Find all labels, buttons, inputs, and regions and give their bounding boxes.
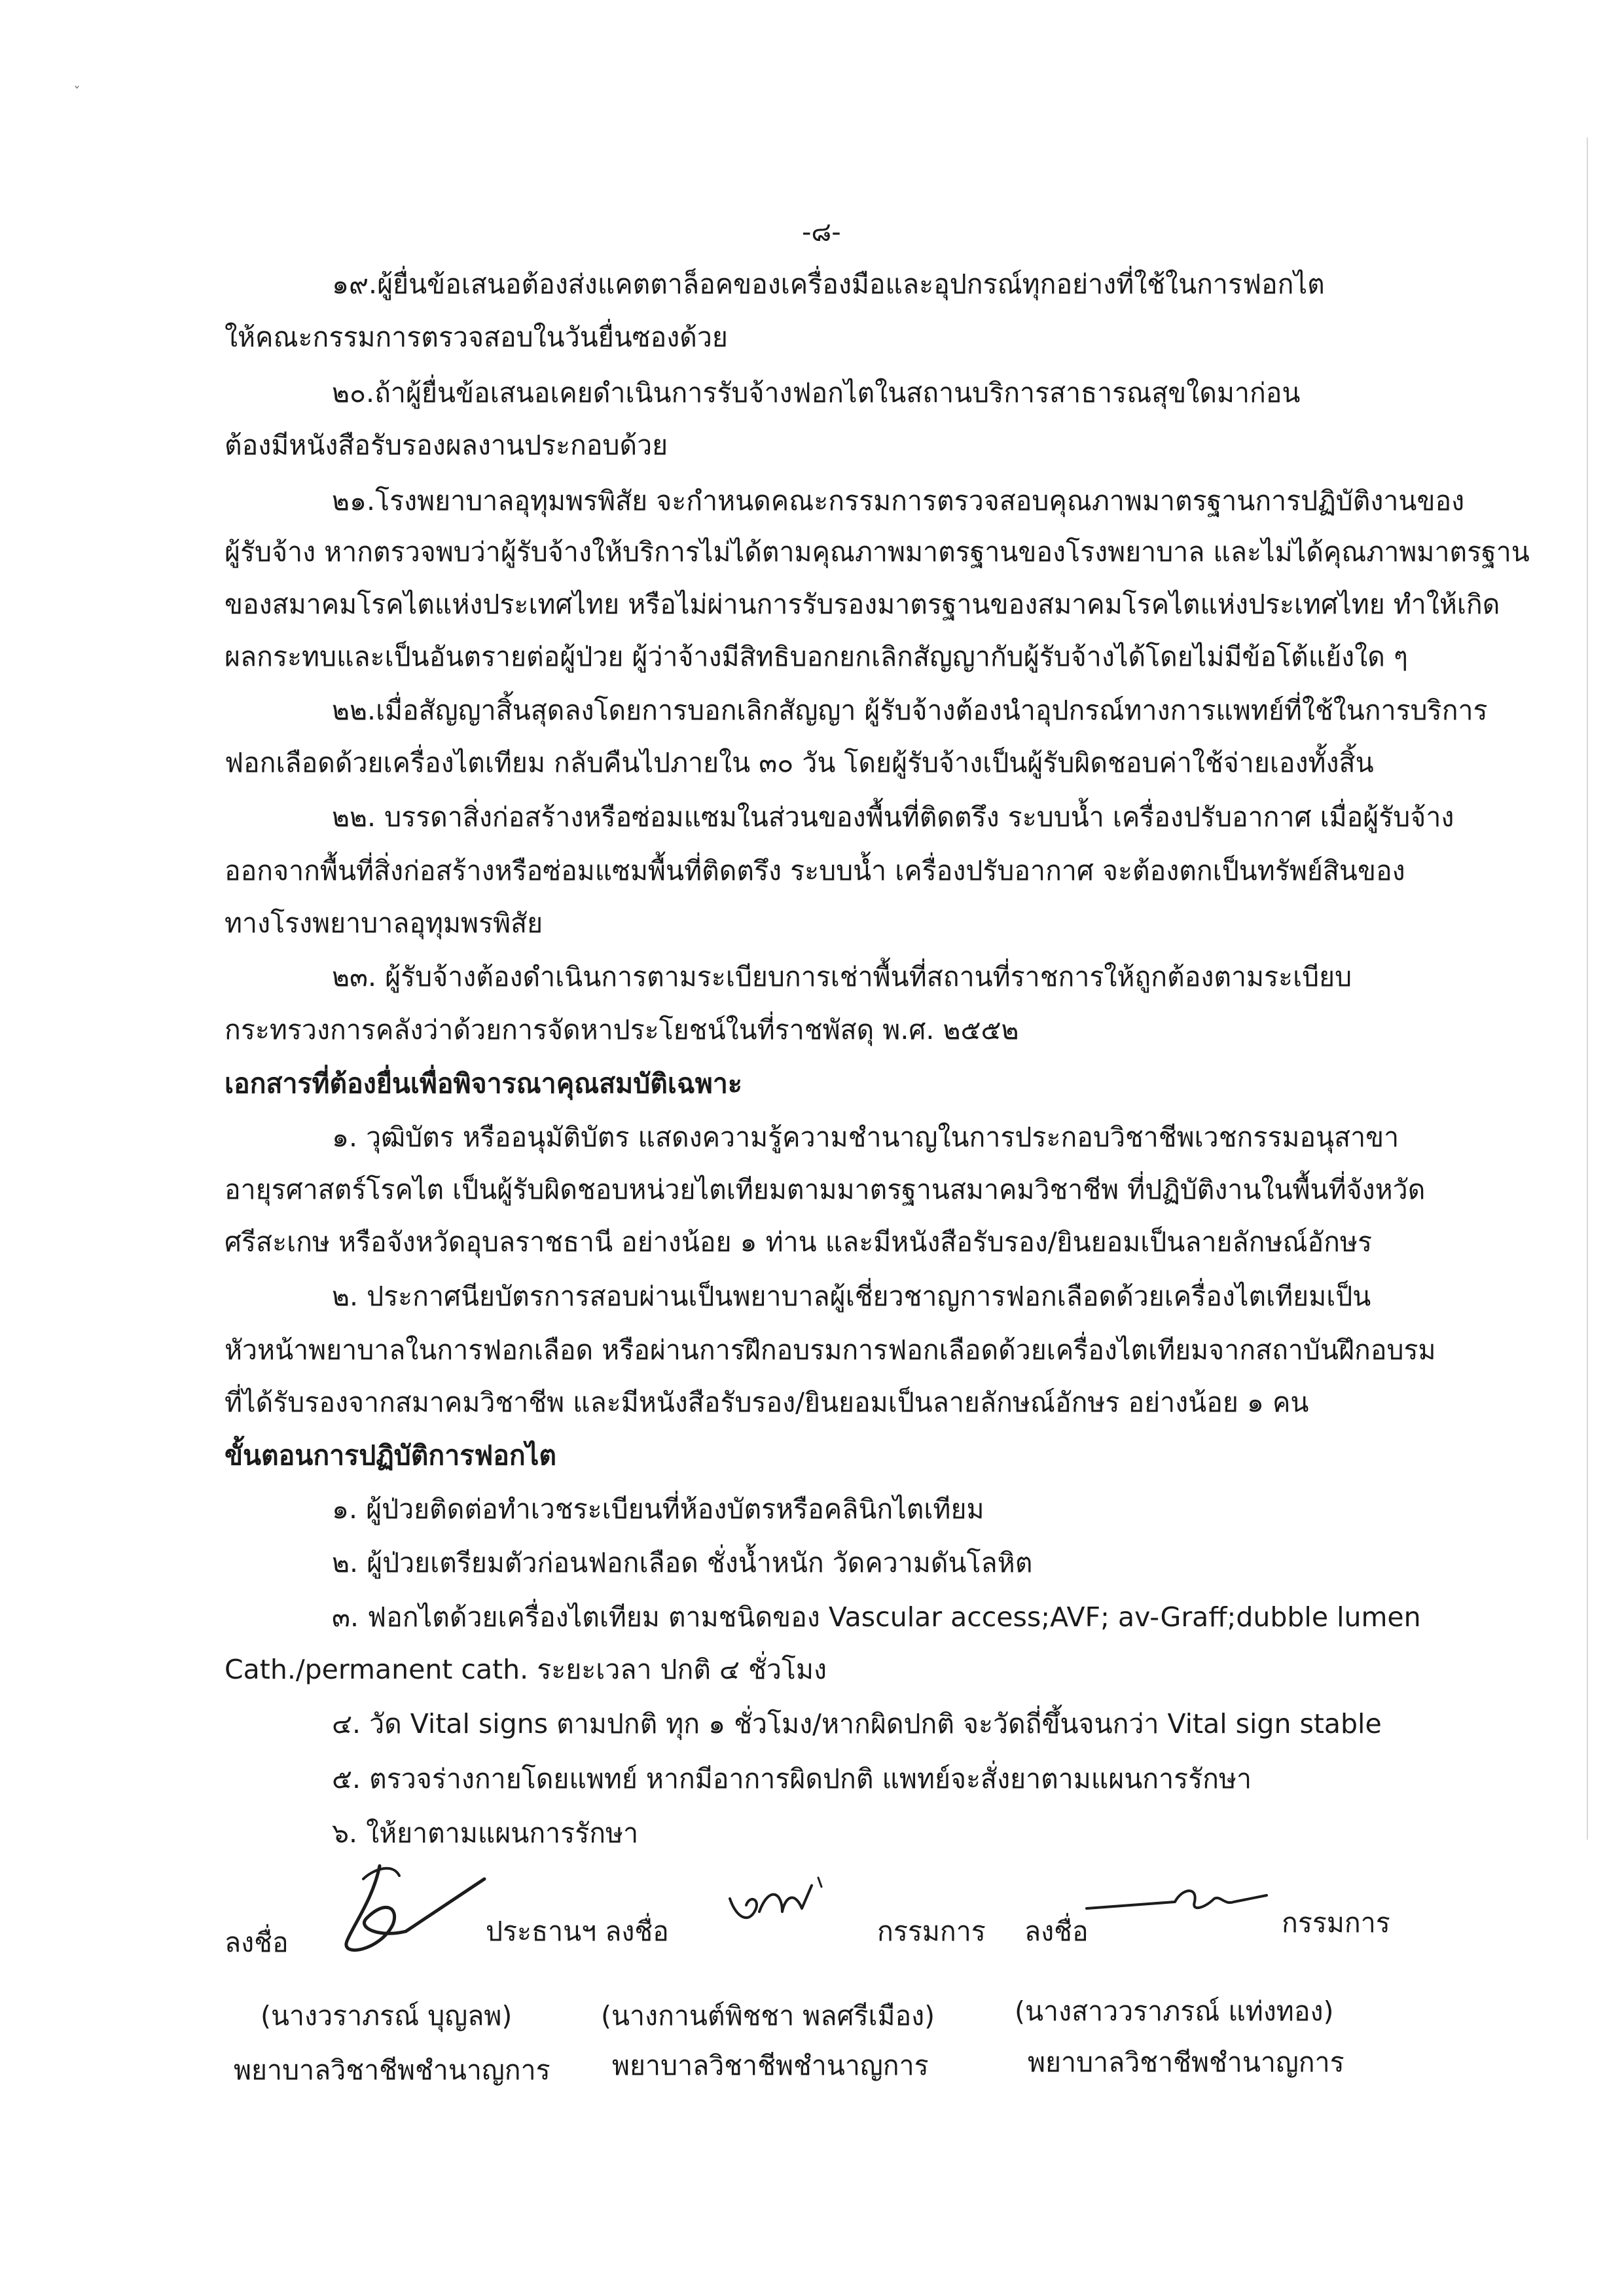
document-line: ๑. วุฒิบัตร หรืออนุมัติบัตร แสดงความรู้ความชำนาญในการประกอบวิชาชีพเวชกรรมอนุสาขา (332, 1121, 1399, 1153)
document-line: ๒๒. บรรดาสิ่งก่อสร้างหรือซ่อมแซมในส่วนของพื้นที่ติดตรึง ระบบน้ำ เครื่องปรับอากาศ เมื่อผู้รับจ้าง (332, 801, 1454, 833)
document-line: ๒. ผู้ป่วยเตรียมตัวก่อนฟอกเลือด ชั่งน้ำหนัก วัดความดันโลหิต (332, 1547, 1033, 1578)
document-line: ทางโรงพยาบาลอุทุมพรพิสัย (225, 907, 543, 939)
sign-label: กรรมการ (877, 1916, 986, 1947)
document-line: ๕. ตรวจร่างกายโดยแพทย์ หากมีอาการผิดปกติ แพทย์จะสั่งยาตามแผนการรักษา (332, 1763, 1252, 1795)
signer-name: (นางวราภรณ์ บุญลพ) (261, 2000, 513, 2032)
document-line: ๒๓. ผู้รับจ้างต้องดำเนินการตามระเบียบการเช่าพื้นที่สถานที่ราชการให้ถูกต้องตามระเบียบ (332, 961, 1352, 993)
document-line: ฟอกเลือดด้วยเครื่องไตเทียม กลับคืนไปภายใน ๓๐ วัน โดยผู้รับจ้างเป็นผู้รับผิดชอบค่าใช้จ่ายเองทั้งสิ้น (225, 747, 1374, 778)
section-heading: เอกสารที่ต้องยื่นเพื่อพิจารณาคุณสมบัติเฉพาะ (225, 1068, 742, 1099)
sign-label: ลงชื่อ (225, 1927, 289, 1958)
document-line: ออกจากพื้นที่สิ่งก่อสร้างหรือซ่อมแซมพื้นที่ติดตรึง ระบบน้ำ เครื่องปรับอากาศ จะต้องตกเป็นทรัพย์สินของ (225, 855, 1405, 886)
document-line: ๒. ประกาศนียบัตรการสอบผ่านเป็นพยาบาลผู้เชี่ยวชาญการฟอกเลือดด้วยเครื่องไตเทียมเป็น (332, 1281, 1371, 1312)
document-line: ๖. ให้ยาตามแผนการรักษา (332, 1817, 639, 1849)
signer-name: (นางสาววราภรณ์ แท่งทอง) (1015, 1995, 1334, 2027)
document-line: ของสมาคมโรคไตแห่งประเทศไทย หรือไม่ผ่านการรับรองมาตรฐานของสมาคมโรคไตแห่งประเทศไทย ทำให้เกิด (225, 589, 1500, 620)
signer-position: พยาบาลวิชาชีพชำนาญการ (612, 2050, 929, 2081)
sign-label: ลงชื่อ (1024, 1916, 1089, 1947)
signer-position: พยาบาลวิชาชีพชำนาญการ (1028, 2047, 1344, 2078)
document-line: ศรีสะเกษ หรือจังหวัดอุบลราชธานี อย่างน้อย ๑ ท่าน และมีหนังสือรับรอง/ยินยอมเป็นลายลักษณ์อักษร (225, 1226, 1373, 1258)
page-number: -๘- (802, 217, 841, 247)
document-line: Cath./permanent cath. ระยะเวลา ปกติ ๔ ชั่วโมง (225, 1654, 827, 1685)
sign-label: ประธานฯ ลงชื่อ (486, 1916, 669, 1947)
scan-edge-line (1587, 137, 1588, 1840)
document-line: ๔. วัด Vital signs ตามปกติ ทุก ๑ ชั่วโมง/หากผิดปกติ จะวัดถี่ขึ้นจนกว่า Vital sign stable (332, 1708, 1382, 1740)
document-line: หัวหน้าพยาบาลในการฟอกเลือด หรือผ่านการฝึกอบรมการฟอกเลือดด้วยเครื่องไตเทียมจากสถาบันฝึกอบรม (225, 1334, 1436, 1366)
signature-1-drawing (301, 1853, 497, 1964)
document-line: ต้องมีหนังสือรับรองผลงานประกอบด้วย (225, 429, 668, 461)
document-line: ที่ได้รับรองจากสมาคมวิชาชีพ และมีหนังสือรับรอง/ยินยอมเป็นลายลักษณ์อักษร อย่างน้อย ๑ คน (225, 1387, 1309, 1418)
signature-2-drawing (720, 1872, 851, 1938)
signature-3-drawing (1083, 1876, 1273, 1928)
document-line: ผลกระทบและเป็นอันตรายต่อผู้ป่วย ผู้ว่าจ้างมีสิทธิบอกยกเลิกสัญญากับผู้รับจ้างได้โดยไม่มีข้อโต้แย้งใด ๆ (225, 641, 1408, 672)
document-line: ให้คณะกรรมการตรวจสอบในวันยื่นซองด้วย (225, 321, 728, 353)
document-line: ๒๑.โรงพยาบาลอุทุมพรพิสัย จะกำหนดคณะกรรมการตรวจสอบคุณภาพมาตรฐานการปฏิบัติงานของ (332, 485, 1465, 517)
document-line: กระทรวงการคลังว่าด้วยการจัดหาประโยชน์ในที่ราชพัสดุ พ.ศ. ๒๕๕๒ (225, 1014, 1019, 1046)
document-line: ๑. ผู้ป่วยติดต่อทำเวชระเบียนที่ห้องบัตรหรือคลินิกไตเทียม (332, 1493, 984, 1525)
scan-mark: ˇ (73, 85, 81, 101)
document-line: ๓. ฟอกไตด้วยเครื่องไตเทียม ตามชนิดของ Vascular access;AVF; av-Graff;dubble lumen (332, 1601, 1421, 1633)
signer-position: พยาบาลวิชาชีพชำนาญการ (234, 2054, 550, 2086)
sign-label: กรรมการ (1282, 1907, 1390, 1939)
document-line: ๒๐.ถ้าผู้ยื่นข้อเสนอเคยดำเนินการรับจ้างฟอกไตในสถานบริการสาธารณสุขใดมาก่อน (332, 377, 1301, 409)
document-line: ผู้รับจ้าง หากตรวจพบว่าผู้รับจ้างให้บริการไม่ได้ตามคุณภาพมาตรฐานของโรงพยาบาล และไม่ได้คุณภาพมาตรฐาน (225, 536, 1530, 568)
signer-name: (นางกานต์พิชชา พลศรีเมือง) (601, 2000, 935, 2032)
document-line: อายุรศาสตร์โรคไต เป็นผู้รับผิดชอบหน่วยไตเทียมตามมาตรฐานสมาคมวิชาชีพ ที่ปฏิบัติงานในพื้นที่จังหวัด (225, 1174, 1426, 1205)
document-line: ๑๙.ผู้ยื่นข้อเสนอต้องส่งแคตตาล็อคของเครื่องมือและอุปกรณ์ทุกอย่างที่ใช้ในการฟอกไต (332, 268, 1325, 300)
document-line: ๒๒.เมื่อสัญญาสิ้นสุดลงโดยการบอกเลิกสัญญา ผู้รับจ้างต้องนำอุปกรณ์ทางการแพทย์ที่ใช้ในการบริการ (332, 695, 1488, 726)
section-heading: ขั้นตอนการปฏิบัติการฟอกไต (225, 1440, 556, 1471)
